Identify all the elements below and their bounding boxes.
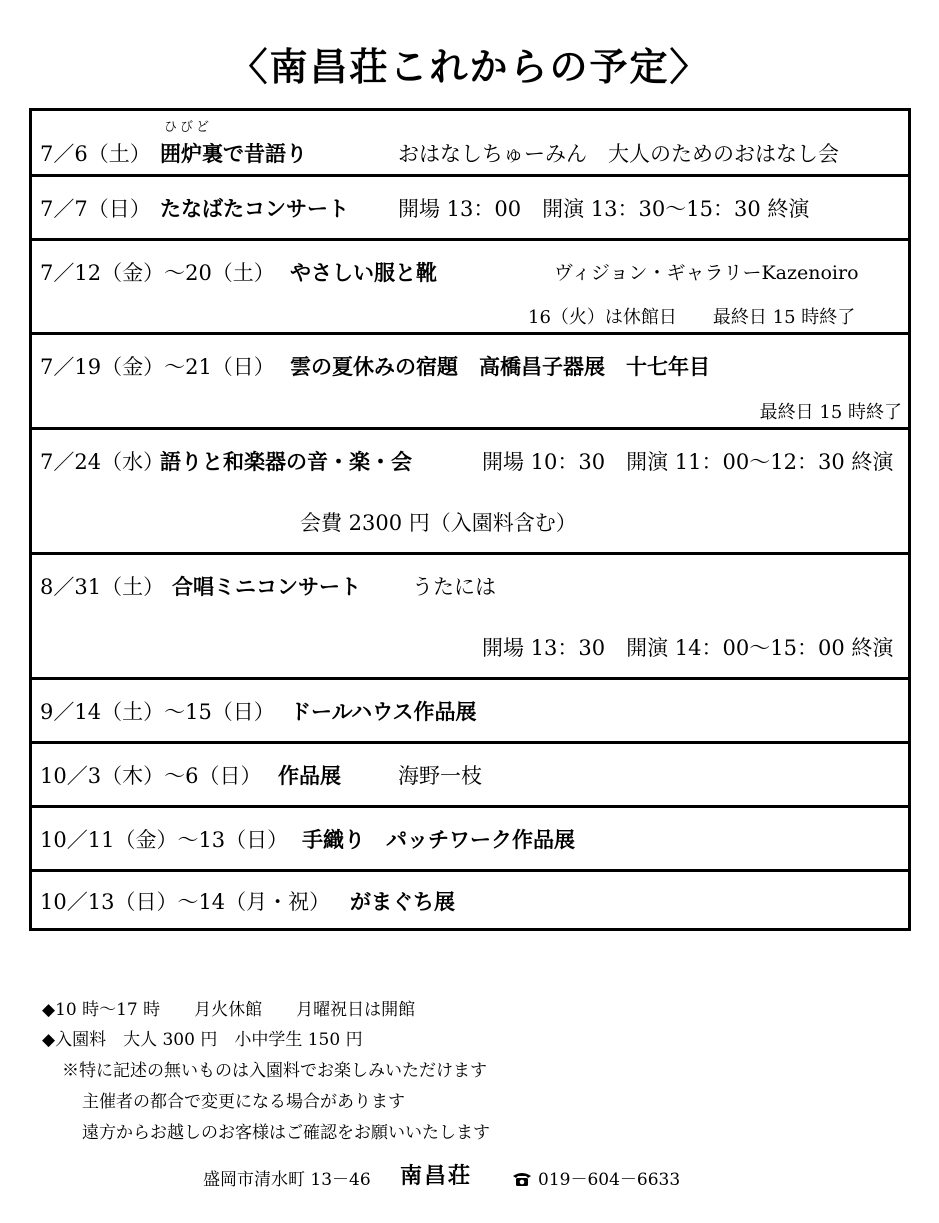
table-row [32, 680, 908, 744]
hours-info: ◆10 時〜17 時 月火休館 月曜祝日は開館 [42, 1000, 416, 1020]
note-line: 遠方からお越しのお客様はご確認をお願いいたします [82, 1123, 490, 1143]
event-name: 雲の夏休みの宿題 高橋昌子器展 十七年目 [290, 354, 710, 379]
page-title: 〈南昌荘これからの予定〉 [229, 44, 710, 89]
event-detail: ヴィジョン・ギャラリーKazenoiro [554, 262, 859, 284]
event-name: やさしい服と靴 [290, 260, 437, 285]
event-name: ドールハウス作品展 [290, 699, 477, 724]
event-name: 語りと和楽器の音・楽・会 [160, 449, 412, 474]
venue-name: 南昌荘 [400, 1163, 473, 1189]
event-date: 8／31（土） [40, 575, 165, 599]
event-date: 7／19（金）〜21（日） [40, 355, 275, 379]
event-date: 9／14（土）〜15（日） [40, 700, 275, 724]
event-date: 10／13（日）〜14（月・祝） [40, 890, 331, 914]
table-row [32, 335, 908, 430]
event-note: 会費 2300 円（入園料含む） [300, 511, 577, 535]
table-row [32, 241, 908, 335]
event-date: 10／11（金）〜13（日） [40, 828, 289, 852]
event-name: がまぐち展 [350, 889, 455, 914]
table-row [32, 872, 908, 928]
address: 盛岡市清水町 13－46 [203, 1170, 371, 1190]
event-name: たなばたコンサート [160, 196, 349, 221]
event-detail: 海野一枝 [398, 764, 482, 788]
event-date: 10／3（木）〜6（日） [40, 764, 262, 788]
event-note: 開場 13：30 開演 14：00〜15：00 終演 [482, 636, 894, 660]
event-detail: おはなしちゅーみん 大人のためのおはなし会 [398, 142, 839, 166]
event-date: 7／24（水） [40, 450, 165, 474]
event-name: 手織り パッチワーク作品展 [302, 827, 575, 852]
note-line: ※特に記述の無いものは入園料でお楽しみいただけます [62, 1061, 487, 1081]
table-row [32, 808, 908, 872]
event-ruby: ひびど [164, 120, 213, 135]
table-row [32, 111, 908, 177]
event-name: 囲炉裏で昔語り [160, 141, 307, 166]
event-detail: 開場 13：00 開演 13：30〜15：30 終演 [398, 197, 810, 221]
event-detail: うたには [412, 575, 496, 599]
event-note: 最終日 15 時終了 [759, 402, 902, 423]
event-name: 作品展 [278, 763, 341, 788]
event-date: 7／12（金）〜20（土） [40, 261, 275, 285]
fee-info: ◆入園料 大人 300 円 小中学生 150 円 [42, 1030, 363, 1050]
note-line: 主催者の都合で変更になる場合があります [82, 1092, 405, 1112]
event-name: 合唱ミニコンサート [172, 574, 361, 599]
telephone-icon [512, 1171, 532, 1192]
phone-number: 019－604－6633 [538, 1170, 681, 1190]
table-row [32, 555, 908, 680]
schedule-table [29, 108, 911, 931]
event-note: 16（火）は休館日 最終日 15 時終了 [528, 307, 856, 328]
table-row [32, 177, 908, 241]
table-row [32, 744, 908, 808]
event-date: 7／7（日） [40, 197, 151, 221]
table-row [32, 430, 908, 555]
event-detail: 開場 10：30 開演 11：00〜12：30 終演 [482, 450, 894, 474]
event-date: 7／6（土） [40, 142, 151, 166]
